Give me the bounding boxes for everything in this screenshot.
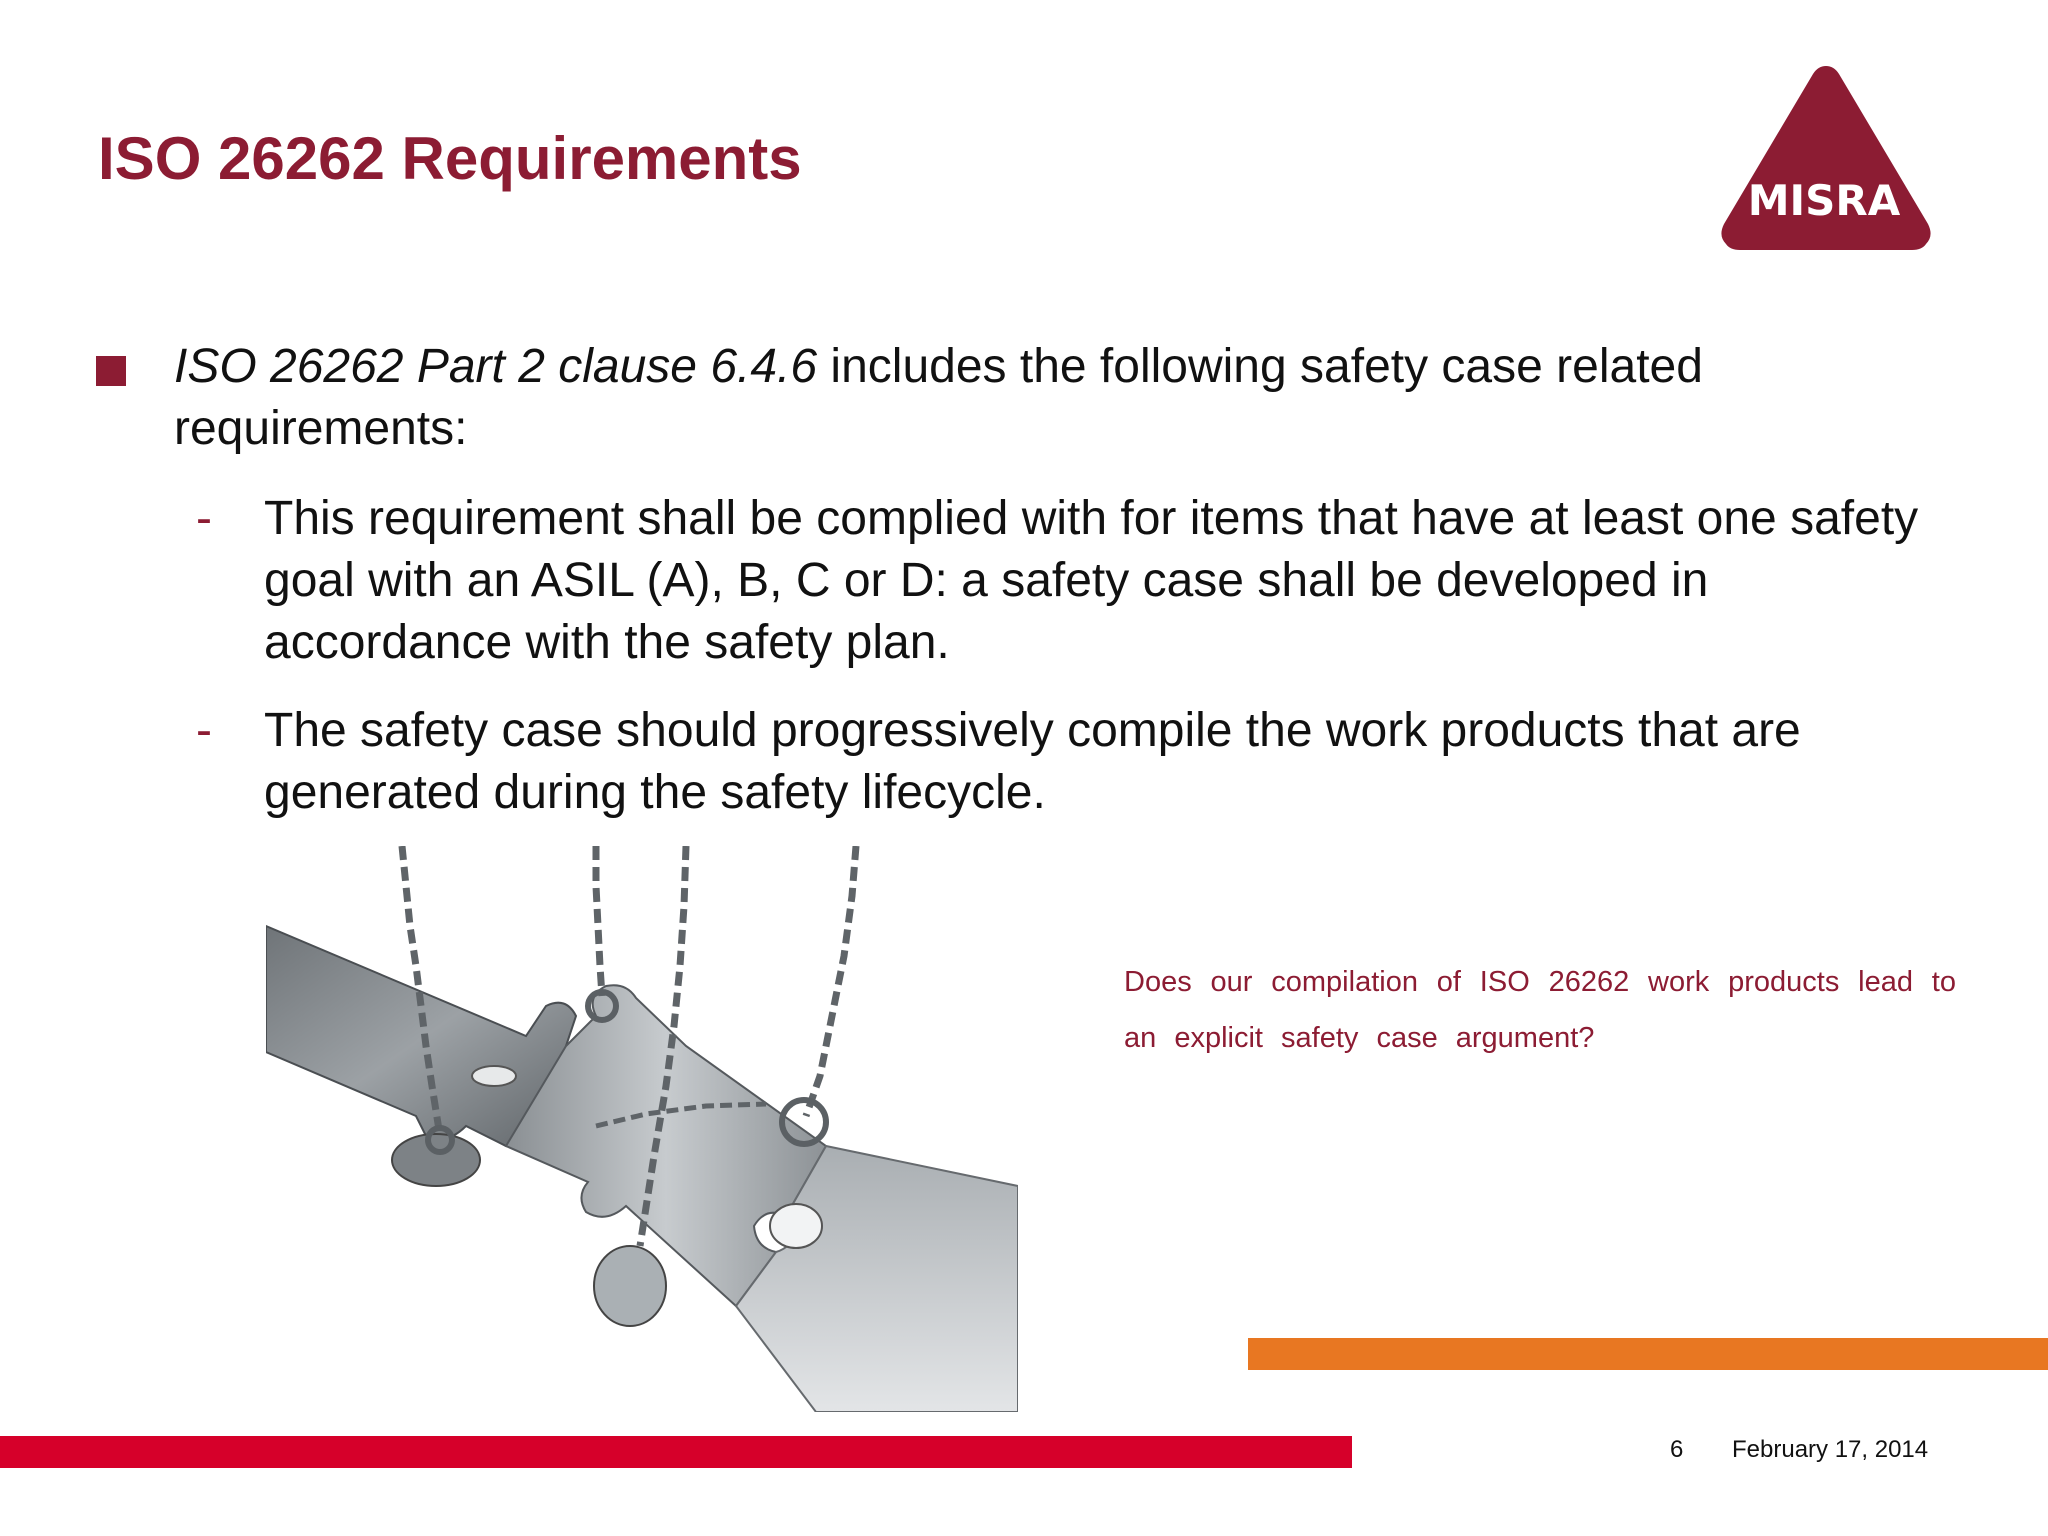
puzzle-knob	[392, 1134, 480, 1186]
dash-bullet-icon: -	[196, 704, 212, 757]
footer-date: February 17, 2014	[1732, 1436, 1929, 1463]
puzzle-hole	[472, 1066, 516, 1086]
sub-bullet-text: The safety case should progressively compile the work products that are generated during the safety lifecycle.	[264, 704, 1801, 819]
puzzle-hole	[770, 1204, 822, 1248]
clause-reference: ISO 26262 Part 2 clause 6.4.6	[174, 340, 818, 393]
chained-puzzle-pieces-image	[266, 846, 1018, 1412]
square-bullet-icon	[96, 356, 126, 386]
reflection-question: Does our compilation of ISO 26262 work products lead to an explicit safety case argument?	[1124, 966, 1956, 1054]
red-footer-bar	[0, 1436, 1352, 1468]
main-bullet-body: includes the following safety case related requirements:	[174, 340, 1703, 455]
dash-bullet-icon: -	[196, 492, 212, 545]
puzzle-knob	[594, 1246, 666, 1326]
misra-logo-text: MISRA	[1747, 176, 1901, 225]
misra-logo	[1718, 60, 1934, 256]
main-bullet-text	[174, 336, 1894, 460]
page-number: 6	[1670, 1436, 1684, 1463]
sub-bullet-text: This requirement shall be complied with for items that have at least one safety goal with an ASIL (A), B, C or D: a safety case shall be developed in accordance with the safety plan.	[264, 492, 1919, 669]
orange-accent-bar	[1248, 1338, 2048, 1370]
slide-title: ISO 26262 Requirements	[98, 125, 802, 192]
chain	[596, 846, 602, 996]
chain	[806, 846, 856, 1116]
